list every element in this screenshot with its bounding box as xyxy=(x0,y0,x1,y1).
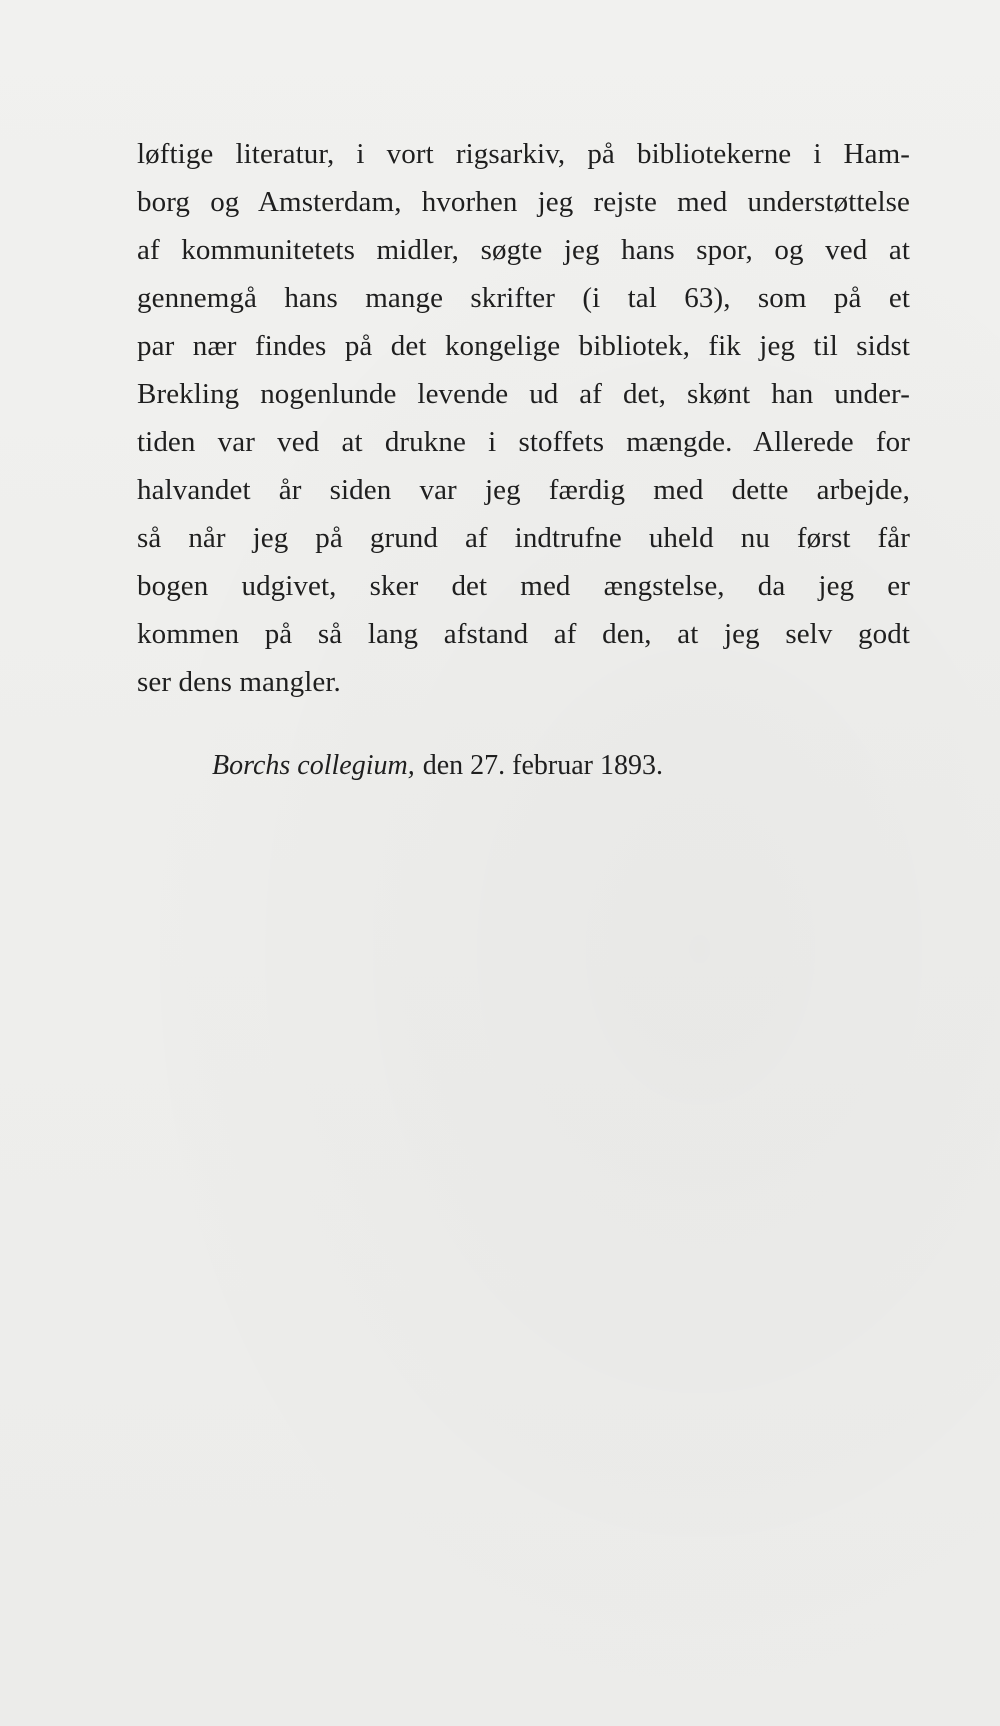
text-line: kommen på så lang afstand af den, at jeg selv godt xyxy=(137,618,910,650)
text-line: løftige literatur, i vort rigsarkiv, på bibliotekerne i Ham- xyxy=(137,138,910,170)
signature-date: den 27. februar 1893. xyxy=(422,750,663,781)
text-line: bogen udgivet, sker det med ængstelse, da jeg er xyxy=(137,570,910,602)
text-line: af kommunitetets midler, søgte jeg hans spor, og ved at xyxy=(137,234,910,266)
text-line: borg og Amsterdam, hvorhen jeg rejste med understøttelse xyxy=(137,186,910,218)
text-line: halvandet år siden var jeg færdig med dette arbejde, xyxy=(137,474,910,506)
text-line: ser dens mangler. xyxy=(137,666,341,698)
text-line: så når jeg på grund af indtrufne uheld nu først får xyxy=(137,522,910,554)
text-line: Brekling nogenlunde levende ud af det, skønt han under- xyxy=(137,378,910,410)
text-line: gennemgå hans mange skrifter (i tal 63), som på et xyxy=(137,282,910,314)
text-line: par nær findes på det kongelige bibliotek, fik jeg til sidst xyxy=(137,330,910,362)
signature-line xyxy=(212,742,663,790)
text-line: tiden var ved at drukne i stoffets mængde. Allerede for xyxy=(137,426,910,458)
body-paragraph xyxy=(137,130,910,706)
signature-place: Borchs collegium, xyxy=(212,750,415,781)
